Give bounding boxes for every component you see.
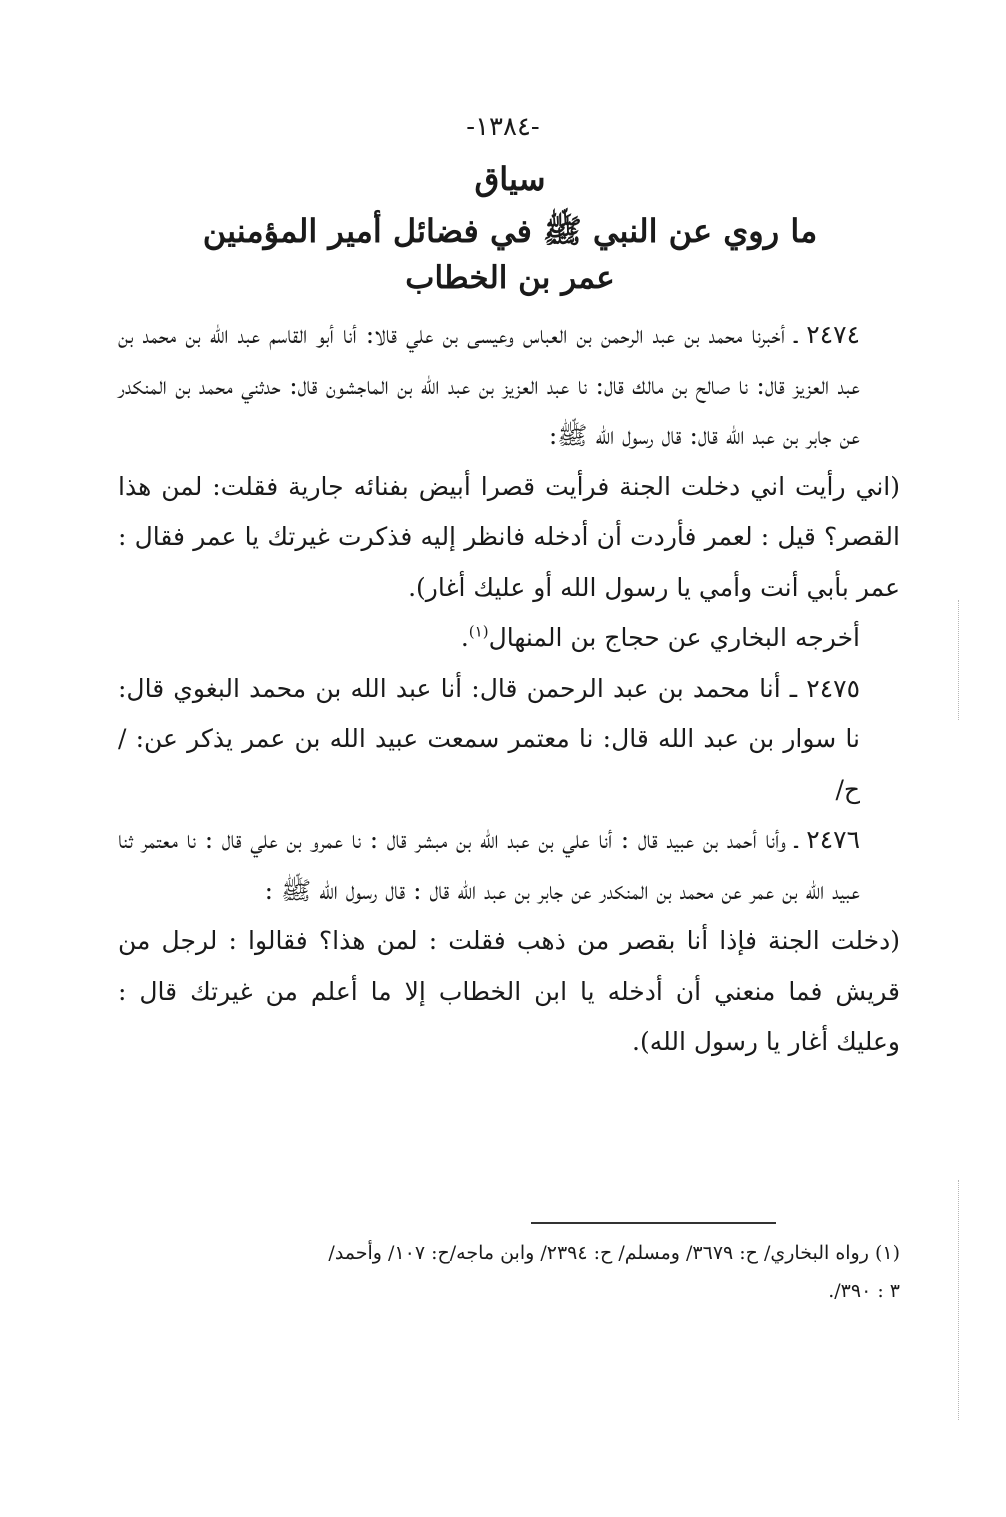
scan-margin-mark bbox=[958, 1180, 959, 1420]
hadith-2476-chain: ٢٤٧٦ ـ وأنا أحمد بن عبيد قال : أنا علي بن عبد الله بن مبشر قال : نا عمرو بن علي قال : نا معتمر ثنا عبيد الله بن عمر عن محمد بن المنكدر عن جابر بن عبد الله قال : قال رسول الله ﷺ : bbox=[118, 825, 860, 905]
footnote-marker: (١) bbox=[468, 622, 489, 641]
section-subtitle: ما روي عن النبي ﷺ في فضائل أمير المؤمنين bbox=[202, 212, 818, 250]
attribution-end: . bbox=[460, 623, 469, 652]
section-subtitle-name: عمر بن الخطاب bbox=[405, 260, 615, 296]
footnote-1-line-2: ٣ : ٣٩٠/. bbox=[828, 1280, 900, 1302]
footnote-1-line-1: (١) رواه البخاري/ ح: ٣٦٧٩/ ومسلم/ ح: ٢٣٩٤/ وابن ماجه/ح: ١٠٧/ وأحمد/ bbox=[328, 1242, 900, 1264]
section-title: سياق bbox=[474, 160, 546, 198]
main-text bbox=[118, 310, 900, 1068]
page-number: -١٣٨٤- bbox=[466, 112, 540, 142]
hadith-2476-text: (دخلت الجنة فإذا أنا بقصر من ذهب فقلت : لمن هذا؟ فقالوا : لرجل من قريش فما منعني أن أدخله يا ابن الخطاب إلا ما أعلم من غيرتك قال : وعليك أغار يا رسول الله). bbox=[118, 926, 900, 1056]
hadith-2474-chain: ٢٤٧٤ ـ أخبرنا محمد بن عبد الرحمن بن العباس وعيسى بن علي قالا: أنا أبو القاسم عبد الله بن محمد بن عبد العزيز قال: نا صالح بن مالك قال: نا عبد العزيز بن عبد الله بن الماجشون قال: حدثني محمد بن المنكدر عن جابر بن عبد الله قال: قال رسول الله ﷺ: bbox=[118, 320, 860, 450]
attribution bbox=[118, 613, 900, 664]
footnote-divider bbox=[531, 1222, 776, 1224]
scan-margin-mark bbox=[958, 600, 959, 720]
hadith-2474-text: (اني رأيت اني دخلت الجنة فرأيت قصرا أبيض بفنائه جارية فقلت: لمن هذا القصر؟ قيل : لعمر فأردت أن أدخله فانظر إليه فذكرت غيرتك يا عمر فقال : عمر بأبي أنت وأمي يا رسول الله أو عليك أغار). bbox=[118, 471, 900, 602]
hadith-2475-chain: ٢٤٧٥ ـ أنا محمد بن عبد الرحمن قال: أنا عبد الله بن محمد البغوي قال: نا سوار بن عبد الله قال: نا معتمر سمعت عبيد الله بن عمر يذكر عن: /ح/ bbox=[118, 673, 860, 804]
attribution-text: أخرجه البخاري عن حجاج بن المنهال bbox=[488, 623, 860, 652]
footnotes bbox=[118, 1234, 900, 1310]
